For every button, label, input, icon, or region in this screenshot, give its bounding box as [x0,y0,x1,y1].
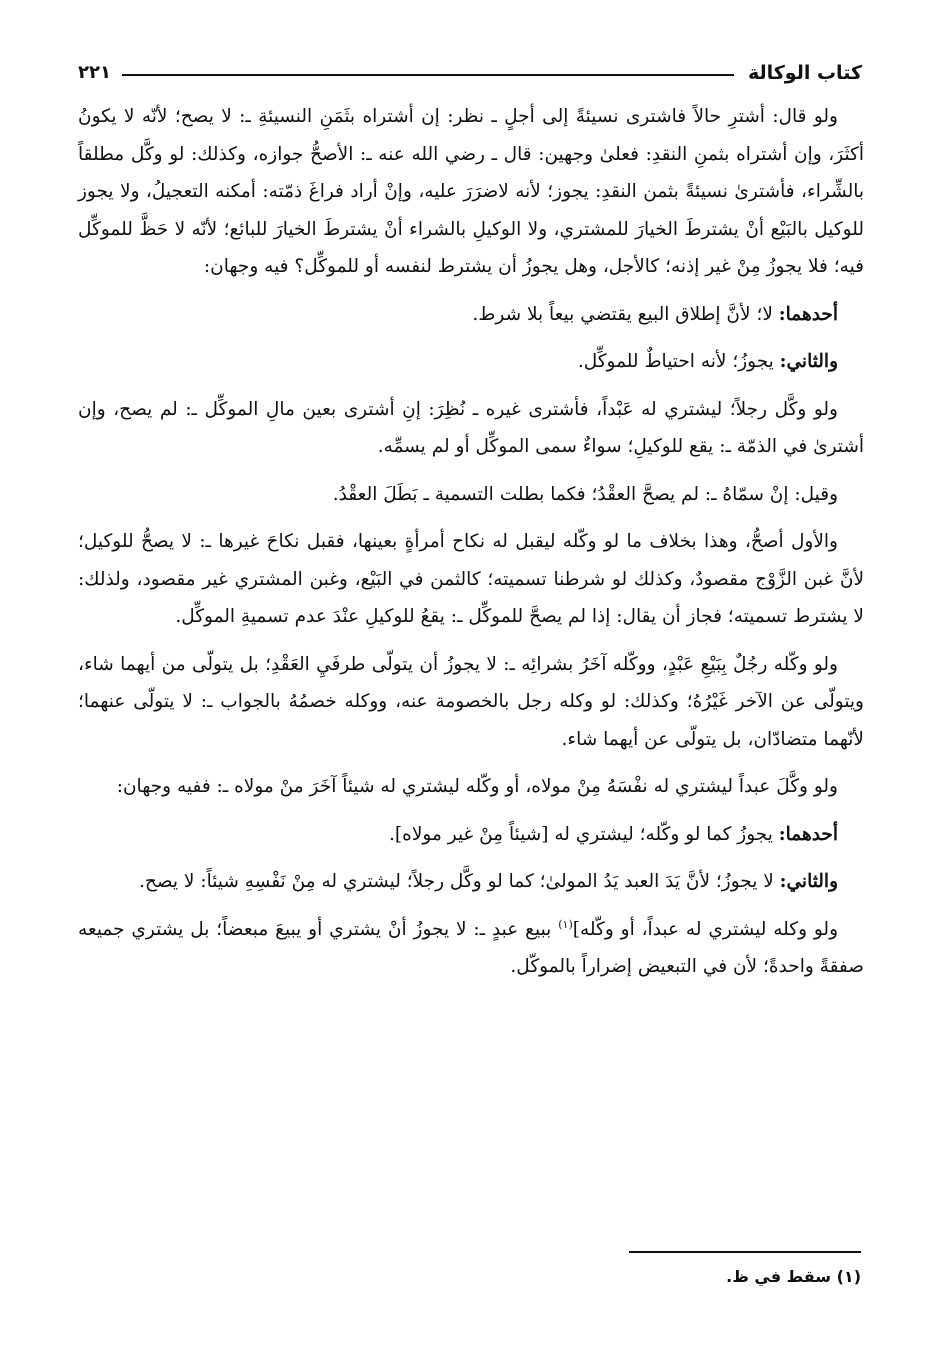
chapter-title: كتاب الوكالة [747,62,862,84]
paragraph-text: ولو وكَّلَ عبداً ليشتري له نفْسَهُ مِنْ مولاه، أو وكّله ليشتري له شيئاً آخَرَ منْ مولاه ـ: ففيه وجهان: [116,776,838,797]
paragraph-text: يجوزُ؛ لأنه احتياطٌ للموكِّل. [577,351,774,372]
paragraph-text: ولو قال: أشترِ حالاً فاشترى نسيئةً إلى أجلٍ ـ نظر: إن أشتراه بثَمَنِ النسيئةِ ـ: لا يصح؛ لأنّه لا يكونُ أكثَرَ، وإن أشتراه بثمنِ النقدِ: فعلىٰ وجهين: قال ـ رضي الله عنه ـ: الأصحُّ جوازه، وكذلك: لو وكَّل مطلقاً بالشِّراء، فأشترىٰ نسيئةً بثمن النقدِ: يجوز؛ لأنه لاضرَرَ عليه، وإنْ أراد فراغَ ذمّته: أمكنه التعجيلُ، ولا يجوز للوكيل بالبَيْع أنْ يشترطَ الخيارَ للمشتري، ولا الوكيلِ بالشراء أنْ يشترطَ الخيارَ للبائع؛ لأنّه لا حَظَّ للموكِّل فيه؛ فلا يجوزُ مِنْ غير إذنه؛ كالأجل، وهل يجوزُ أن يشترط لنفسه أو للموكِّل؟ فيه وجهان: [78,106,864,277]
paragraph-8 [78,768,864,806]
header-rule [122,74,734,76]
paragraph-lead: أحدهما: [778,823,838,845]
footnote-separator [629,1251,861,1253]
footnote-reference[interactable]: (١) [558,917,573,931]
paragraph-lead: أحدهما: [778,303,838,325]
paragraph-lead: والثاني: [779,351,838,372]
paragraph-6 [78,523,864,636]
main-text [78,98,864,996]
paragraph-10 [78,863,864,901]
paragraph-9 [78,816,864,854]
paragraph-text: يجوزُ كما لو وكّله؛ ليشتري له [شيئاً مِنْ غير مولاه]. [389,823,773,845]
paragraph-text: لا؛ لأنَّ إطلاق البيع يقتضي بيعاً بلا شرط. [472,303,773,325]
paragraph-text: وقيل: إنْ سمّاهُ ـ: لم يصحَّ العقْدُ؛ فكما بطلت التسمية ـ بَطَلَ العقْدُ. [332,483,838,505]
paragraph-text: ببيع عبدٍ ـ: لا يجوزُ أنْ يشتري أو يبيعَ مبعضاً؛ بل يشتري جميعه صفقةً واحدةً؛ لأن في التبعيض إضراراً بالموكّل. [78,918,864,977]
paragraph-lead: والثاني: [779,871,838,892]
paragraph-text: ولو وكّله رجُلٌ بِبَيْعِ عَبْدٍ، ووكّله آخَرُ بشرائِه ـ: لا يجوزُ أن يتولّى طرفَيِ العَقْدِ؛ بل يتولّى من أيهما شاء، ويتولّى عن الآخر غَيْرُهُ؛ وكذلك: لو وكله رجل بالخصومة عنه، ووكله خصمُهُ بالجواب ـ: لا يتولّى عنهما؛ لأنّهما متضادّان، بل يتولّى عن أيهما شاء. [78,653,864,750]
paragraph-4 [78,391,864,466]
paragraph-text: ولو وكَّل رجلاً؛ ليشتري له عَبْداً، فأشترى غيره ـ نُظِرَ: إنِ أشترى بعين مالِ الموكِّل ـ: لم يصح، وإن أشترىٰ في الذمّة ـ: يقع للوكيلِ؛ سواءٌ سمى الموكِّل أو لم يسمِّه. [78,398,864,457]
paragraph-2 [78,296,864,334]
running-head [78,58,862,92]
paragraph-11 [78,911,864,986]
footnote: (١) سقط في ظ. [726,1267,861,1286]
paragraph-text: لا يجوزُ؛ لأنَّ يَدَ العبد يَدُ المولىٰ؛ كما لو وكَّل رجلاً؛ ليشتري له مِنْ نَفْسِهِ شيئاً: لا يصح. [139,871,774,892]
paragraph-text: والأول أصحُّ، وهذا بخلاف ما لو وكّله ليقبل له نكاح أمرأةٍ بعينها، فقبل نكاحَ غيرها ـ: لا يصحُّ للوكيل؛ لأنَّ غبن الزَّوْج مقصودٌ، وكذلك لو شرطنا تسميته؛ كالثمن في البَيْع، وغبن المشتري غير مقصود، ولذلك: لا يشترط تسميته؛ فجاز أن يقال: إذا لم يصحَّ للموكِّل ـ: يقعُ للوكيلِ عنْدَ عدم تسميةِ الموكِّل. [78,531,864,627]
paragraph-1 [78,98,864,286]
paragraph-3 [78,343,864,381]
paragraph-text-before-ref: ولو وكله ليشتري له عبداً، أو وكّله] [572,918,839,940]
paragraph-7 [78,646,864,759]
page-number: ٢٢١ [78,62,111,83]
paragraph-5 [78,476,864,514]
